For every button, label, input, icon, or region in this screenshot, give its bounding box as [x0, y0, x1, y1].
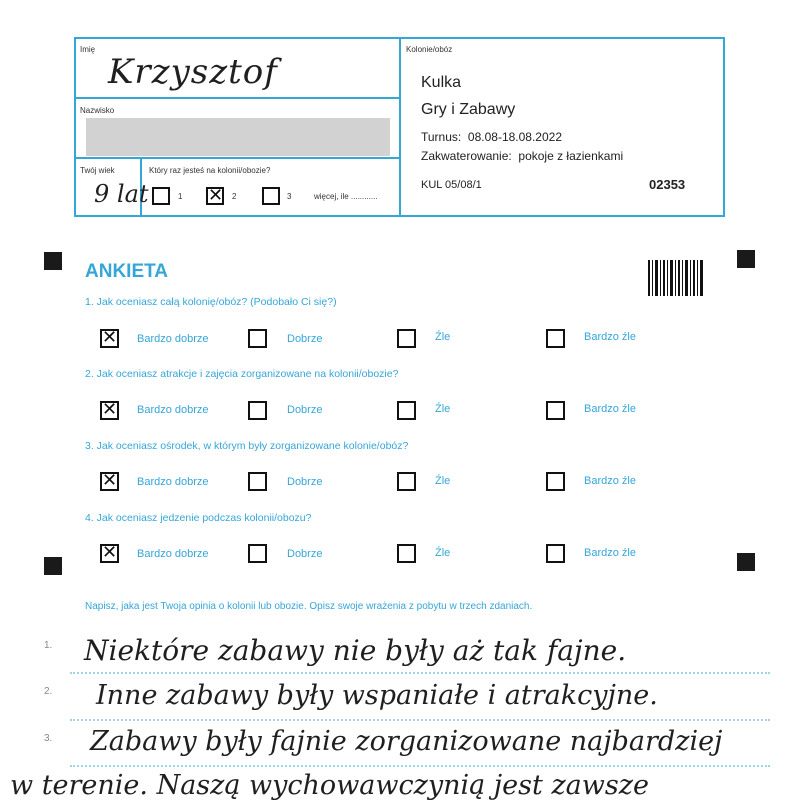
- answer-4-text[interactable]: w terenie. Naszą wychowawczynią jest zawsze: [10, 770, 649, 801]
- wiek-label: Twój wiek: [80, 166, 115, 175]
- corner-marker-top-left: [44, 252, 62, 270]
- q3-bardzo-zle-checkbox[interactable]: [546, 472, 565, 491]
- q3-bardzo-dobrze-checkbox[interactable]: [100, 472, 119, 491]
- check-mark-icon: ✕: [102, 327, 118, 348]
- q4-dobrze-checkbox[interactable]: [248, 544, 267, 563]
- q2-zle-label: Źle: [435, 403, 451, 415]
- answer-2-text[interactable]: Inne zabawy były wspaniałe i atrakcyjne.: [96, 680, 658, 711]
- q4-bardzo-dobrze-checkbox[interactable]: [100, 544, 119, 563]
- q1-zle-checkbox[interactable]: [397, 329, 416, 348]
- q4-bardzo-zle-label: Bardzo źle: [584, 547, 636, 559]
- nazwisko-label: Nazwisko: [80, 106, 115, 115]
- divider-surname-age: [74, 157, 401, 159]
- wiek-value: 9 lat: [94, 180, 149, 208]
- divider-name-surname: [74, 97, 401, 99]
- q3-zle-label: Źle: [435, 475, 451, 487]
- turnus-value: 08.08-18.08.2022: [467, 130, 563, 144]
- check-mark-icon: ✕: [102, 542, 118, 563]
- ktory-raz-3-label: 3: [287, 192, 292, 201]
- q4-zle-label: Źle: [435, 547, 451, 559]
- q3-bardzo-zle-label: Bardzo źle: [584, 475, 636, 487]
- q1-zle-label: Źle: [435, 331, 451, 343]
- q1-bardzo-dobrze-label: Bardzo dobrze: [137, 333, 209, 345]
- kolonia-code: KUL 05/08/1: [421, 179, 482, 191]
- question-4-text: 4. Jak oceniasz jedzenie podczas kolonii/obozu?: [85, 512, 312, 524]
- q2-bardzo-dobrze-label: Bardzo dobrze: [137, 404, 209, 416]
- q4-dobrze-label: Dobrze: [287, 548, 323, 560]
- check-mark-icon: ✕: [102, 470, 118, 491]
- q3-dobrze-label: Dobrze: [287, 476, 323, 488]
- ktory-raz-1-checkbox[interactable]: [152, 187, 170, 205]
- line-number-1: 1.: [44, 640, 53, 651]
- answer-line-2: [70, 719, 770, 721]
- corner-marker-bottom-right: [737, 553, 755, 571]
- ktory-raz-2-label: 2: [232, 192, 237, 201]
- q1-dobrze-label: Dobrze: [287, 333, 323, 345]
- answer-line-3: [70, 765, 770, 767]
- ktory-raz-2-checkbox[interactable]: [206, 187, 224, 205]
- answer-3-text[interactable]: Zabawy były fajnie zorganizowane najbardziej: [90, 726, 723, 757]
- check-mark-icon: ✕: [208, 185, 224, 206]
- turnus-row: [421, 130, 562, 144]
- q4-bardzo-zle-checkbox[interactable]: [546, 544, 565, 563]
- q1-bardzo-zle-checkbox[interactable]: [546, 329, 565, 348]
- q2-bardzo-zle-checkbox[interactable]: [546, 401, 565, 420]
- zakwaterowanie-label: Zakwaterowanie:: [421, 149, 512, 163]
- zakwaterowanie-row: [421, 149, 623, 163]
- question-1-text: 1. Jak oceniasz całą kolonię/obóz? (Podobało Ci się?): [85, 296, 337, 308]
- q2-zle-checkbox[interactable]: [397, 401, 416, 420]
- wiecej-label: więcej, ile ............: [314, 192, 378, 201]
- kolonia-name: Kulka: [421, 74, 462, 91]
- imie-value: Krzysztof: [108, 52, 278, 92]
- corner-marker-top-right: [737, 250, 755, 268]
- q3-dobrze-checkbox[interactable]: [248, 472, 267, 491]
- check-mark-icon: ✕: [102, 399, 118, 420]
- zakwaterowanie-value: pokoje z łazienkami: [518, 149, 624, 163]
- q3-zle-checkbox[interactable]: [397, 472, 416, 491]
- q2-dobrze-checkbox[interactable]: [248, 401, 267, 420]
- kolonia-theme: Gry i Zabawy: [421, 101, 516, 118]
- ktory-raz-3-checkbox[interactable]: [262, 187, 280, 205]
- q4-zle-checkbox[interactable]: [397, 544, 416, 563]
- q3-bardzo-dobrze-label: Bardzo dobrze: [137, 476, 209, 488]
- line-number-2: 2.: [44, 686, 53, 697]
- q2-bardzo-zle-label: Bardzo źle: [584, 403, 636, 415]
- answer-1-text[interactable]: Niektóre zabawy nie były aż tak fajne.: [84, 634, 627, 667]
- q1-bardzo-dobrze-checkbox[interactable]: [100, 329, 119, 348]
- q4-bardzo-dobrze-label: Bardzo dobrze: [137, 548, 209, 560]
- question-2-text: 2. Jak oceniasz atrakcje i zajęcia zorganizowane na kolonii/obozie?: [85, 368, 399, 380]
- question-3-text: 3. Jak oceniasz ośrodek, w którym były zorganizowane kolonie/obóz?: [85, 440, 409, 452]
- answer-line-1: [70, 672, 770, 674]
- line-number-3: 3.: [44, 733, 53, 744]
- form-number: 02353: [649, 177, 686, 192]
- q2-bardzo-dobrze-checkbox[interactable]: [100, 401, 119, 420]
- turnus-label: Turnus:: [421, 130, 462, 144]
- opinion-prompt: Napisz, jaka jest Twoja opinia o kolonii lub obozie. Opisz swoje wrażenia z pobytu w trzech zdaniach.: [85, 601, 533, 612]
- survey-title: ANKIETA: [85, 261, 169, 282]
- barcode-icon: [648, 260, 704, 296]
- q1-bardzo-zle-label: Bardzo źle: [584, 331, 636, 343]
- ktory-raz-label: Który raz jesteś na kolonii/obozie?: [149, 166, 271, 175]
- imie-label: Imię: [80, 45, 96, 54]
- kolonia-label: Kolonie/obóz: [406, 45, 453, 54]
- corner-marker-bottom-left: [44, 557, 62, 575]
- q1-dobrze-checkbox[interactable]: [248, 329, 267, 348]
- q2-dobrze-label: Dobrze: [287, 404, 323, 416]
- ktory-raz-1-label: 1: [178, 192, 183, 201]
- surname-redaction: [86, 118, 390, 156]
